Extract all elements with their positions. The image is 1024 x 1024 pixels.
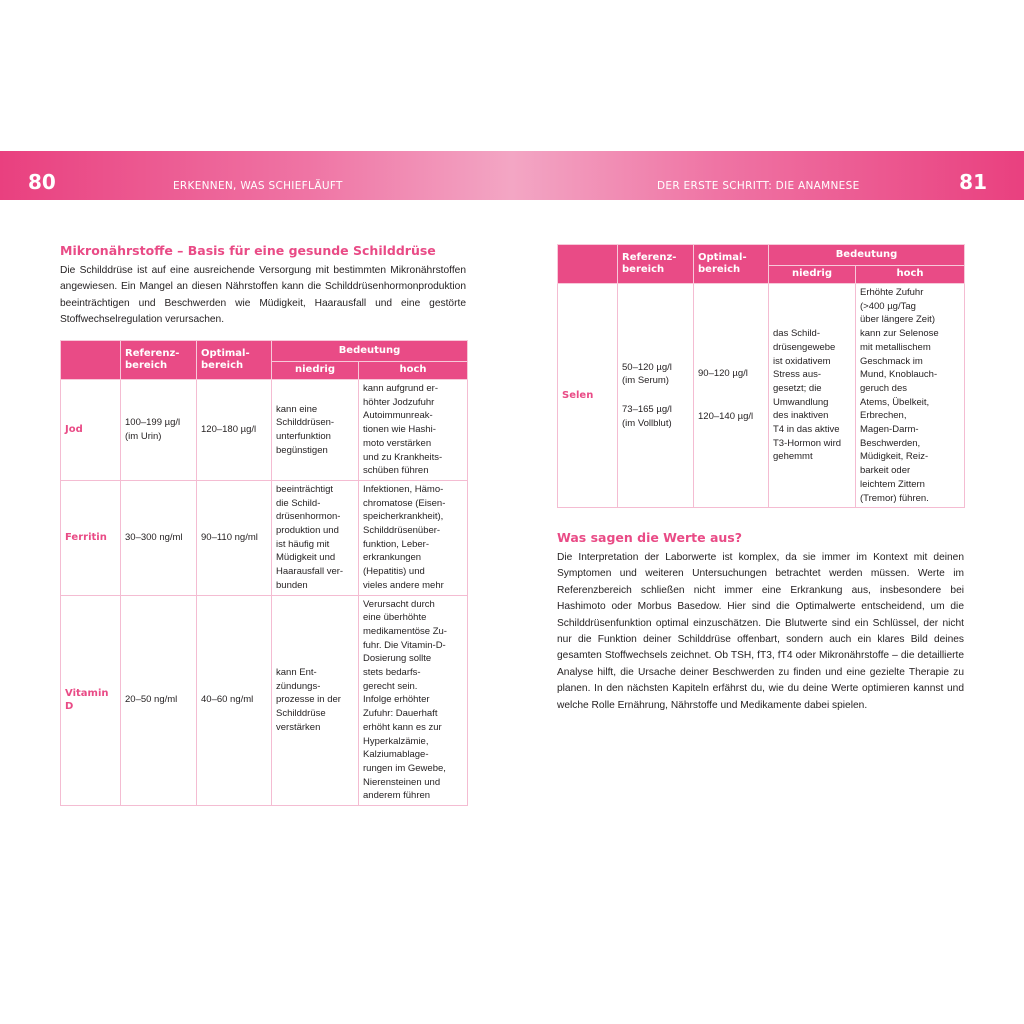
values-heading: Was sagen die Werte aus?: [557, 530, 742, 545]
meaning-high: Erhöhte Zufuhr (>400 µg/Tag über längere Zeit) kann zur Selenose mit metallischem Geschmack im Mund, Knoblauch- geruch des Atems, Übelkeit, Erbrechen, Magen-Darm- Beschwerden, Müdigkeit, Reiz- barkeit oder leichtem Zittern (Tremor) führen.: [856, 284, 965, 508]
micronutrients-heading: Mikronährstoffe – Basis für eine gesunde Schilddrüse: [60, 243, 436, 258]
right-page-number: 81: [959, 170, 987, 194]
header-reference: Referenz- bereich: [121, 341, 197, 380]
values-body: Die Interpretation der Laborwerte ist komplex, da sie immer im Kontext mit deinen Symptomen und weiteren Untersuchungen betrachtet werden müssen. Werte im Referenzbereich schließen nicht immer eine Erkrankung aus, insbesondere bei Hashimoto oder Morbus Basedow. Hier sind die Optimalwerte entscheidend, um die Schilddrüsenfunktion optimal einzuschätzen. Die Blutwerte sind ein Schlüssel, der nicht nur die Funktion deiner Schilddrüse offenbart, sondern auch ein klares Bild deines gesamten Stoffwechsels zeichnet. Ob TSH, fT3, fT4 oder Mikronährstoffe – die detaillierte Analyse hilft, die Ursache deiner Beschwerden zu finden und eine gezielte Therapie zu planen. In den nächsten Kapiteln erfährst du, wie du deine Werte optimieren kannst und welche Rolle Ernährung, Nährstoffe und Medikamente dabei spielen.: [557, 552, 964, 711]
meaning-low: beeinträchtigt die Schild- drüsenhormon- produktion und ist häufig mit Müdigkeit und Haarausfall ver- bunden: [272, 480, 359, 595]
header-high: hoch: [359, 362, 468, 380]
left-running-head: ERKENNEN, WAS SCHIEFLÄUFT: [173, 180, 343, 192]
reference-whole-blood: 73–165 µg/l (im Vollblut): [622, 404, 672, 429]
header-empty: [61, 341, 121, 380]
meaning-low: das Schild- drüsengewebe ist oxidativem Stress aus- gesetzt; die Umwandlung des inaktiven T4 in das aktive T3-Hormon wird gehemmt: [769, 284, 856, 508]
optimal-serum: 90–120 µg/l: [698, 368, 748, 380]
micronutrients-table: [60, 340, 468, 806]
table-row: [61, 595, 468, 806]
meaning-high: Verursacht durch eine überhöhte medikamentöse Zu- fuhr. Die Vitamin-D- Dosierung sollte stets bedarfs- gerecht sein. Infolge erhöhter Zufuhr: Dauerhaft erhöht kann es zur Hyperkalzämie, Kalziumablage- rungen im Gewebe, Nierensteinen und anderem führen: [359, 595, 468, 806]
header-high: hoch: [856, 266, 965, 284]
optimal-range: [694, 284, 769, 508]
nutrient-name: Vitamin D: [61, 595, 121, 806]
table-row: [558, 284, 965, 508]
optimal-range: 120–180 µg/l: [197, 380, 272, 481]
reference-serum: 50–120 µg/l (im Serum): [622, 361, 672, 387]
selenium-table: [557, 244, 965, 508]
left-page-number: 80: [28, 170, 56, 194]
header-reference: Referenz- bereich: [618, 245, 694, 284]
meaning-low: kann Ent- zündungs- prozesse in der Schilddrüse verstärken: [272, 595, 359, 806]
optimal-range: 90–110 ng/ml: [197, 480, 272, 595]
nutrient-name: Selen: [558, 284, 618, 508]
optimal-whole-blood: 120–140 µg/l: [698, 411, 754, 423]
header-band: [0, 151, 1024, 200]
nutrient-name: Jod: [61, 380, 121, 481]
header-empty: [558, 245, 618, 284]
header-low: niedrig: [272, 362, 359, 380]
header-optimal: Optimal- bereich: [197, 341, 272, 380]
meaning-high: kann aufgrund er- höhter Jodzufuhr Autoimmunreak- tionen wie Hashi- moto verstärken und zu Krankheits- schüben führen: [359, 380, 468, 481]
meaning-high: Infektionen, Hämo- chromatose (Eisen- speicherkrankheit), Schilddrüsenüber- funktion, Leber- erkrankungen (Hepatitis) und vieles andere mehr: [359, 480, 468, 595]
reference-range: [618, 284, 694, 508]
nutrient-name: Ferritin: [61, 480, 121, 595]
right-running-head: DER ERSTE SCHRITT: DIE ANAMNESE: [657, 180, 860, 192]
header-low: niedrig: [769, 266, 856, 284]
header-optimal: Optimal- bereich: [694, 245, 769, 284]
optimal-range: 40–60 ng/ml: [197, 595, 272, 806]
table-row: [61, 480, 468, 595]
header-meaning: Bedeutung: [272, 341, 468, 362]
reference-range: 100–199 µg/l (im Urin): [121, 380, 197, 481]
micronutrients-intro: Die Schilddrüse ist auf eine ausreichende Versorgung mit bestimmten Mikronährstoffen angewiesen. Ein Mangel an diesen Nährstoffen kann die Schilddrüsenhormonproduktion beeinträchtigen und Beschwerden wie Müdigkeit, Haarausfall und eine gestörte Stoffwechselregulation verursachen.: [60, 265, 466, 326]
header-meaning: Bedeutung: [769, 245, 965, 266]
reference-range: 30–300 ng/ml: [121, 480, 197, 595]
table-row: [61, 380, 468, 481]
meaning-low: kann eine Schilddrüsen- unterfunktion begünstigen: [272, 380, 359, 481]
reference-range: 20–50 ng/ml: [121, 595, 197, 806]
